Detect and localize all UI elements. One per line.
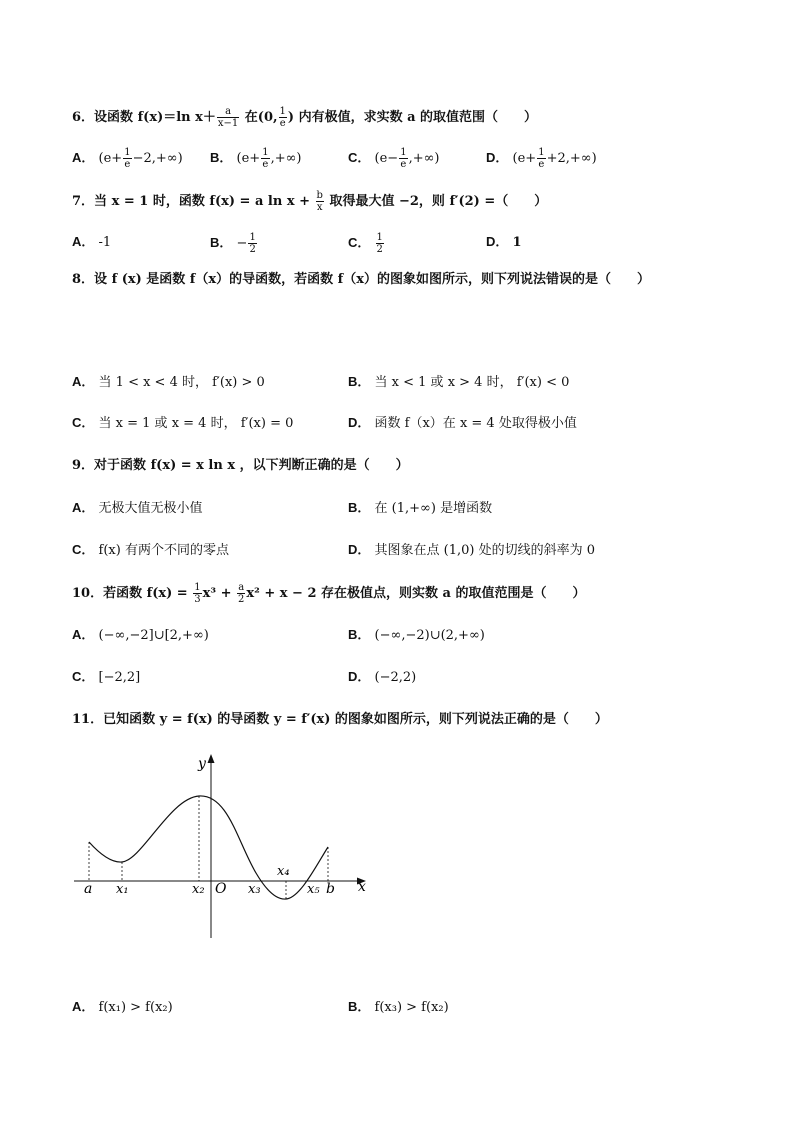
question-6-stem (72, 106, 537, 129)
option-text-post: ,+∞) (408, 151, 440, 166)
q6-option-a[interactable] (72, 147, 183, 170)
q11-option-a[interactable] (72, 997, 173, 1018)
option-fraction (376, 232, 384, 255)
q7-prefix: 当 x = 1 时，函数 f(x) = a ln x + (94, 194, 315, 209)
frac-num: a (238, 582, 245, 593)
q6-suffix: ) 内有极值，求实数 a 的取值范围（ ） (287, 110, 538, 125)
option-text: 无极大值无极小值 (98, 501, 203, 516)
option-label: D． (486, 234, 509, 249)
q6-frac-num: a (217, 106, 239, 118)
option-label: B． (348, 374, 371, 389)
frac-num: 1 (194, 582, 201, 593)
y-label: y (198, 756, 206, 772)
frac-den: e (538, 159, 545, 170)
option-label: B． (348, 627, 371, 642)
option-fraction (399, 147, 407, 170)
q10-fraction-2 (237, 582, 245, 605)
origin-label: O (215, 881, 227, 897)
option-label: A． (72, 999, 95, 1014)
option-text: 当 x < 1 或 x > 4 时， f′(x) < 0 (374, 375, 570, 390)
q10-option-d[interactable] (348, 667, 416, 688)
option-label: C． (72, 542, 95, 557)
q9-option-c[interactable] (72, 540, 229, 561)
q10-option-a[interactable] (72, 625, 209, 646)
x5-label: x₅ (307, 882, 320, 897)
option-text: 当 1 < x < 4 时， f′(x) > 0 (98, 375, 265, 390)
frac-den: 2 (237, 594, 245, 605)
q6-option-c[interactable] (348, 147, 440, 170)
question-9-stem (72, 456, 409, 476)
option-text-pre: − (236, 236, 248, 251)
frac-num: 1 (249, 232, 256, 243)
frac-den: 2 (249, 244, 256, 255)
frac-num: 1 (262, 147, 269, 158)
frac-den: 2 (376, 244, 383, 255)
option-text-pre: (e+ (236, 151, 261, 166)
q10-number: 10． (72, 586, 104, 601)
option-text: f(x₃) > f(x₂) (374, 1000, 449, 1015)
option-label: C． (348, 235, 371, 250)
q11-text: 11．已知函数 y = f(x) 的导函数 y = f′(x) 的图象如图所示，则下列说法正确的是（ ） (72, 712, 608, 727)
q10-option-c[interactable] (72, 667, 140, 688)
q6-frac2-den: e (279, 118, 286, 129)
option-text: f(x₁) > f(x₂) (98, 1000, 173, 1015)
option-text: -1 (98, 235, 112, 250)
frac-den: e (400, 159, 407, 170)
option-label: D． (348, 669, 371, 684)
question-10-stem (72, 582, 586, 605)
x2-label: x₂ (192, 882, 205, 897)
x1-label: x₁ (116, 882, 129, 897)
option-text: 函数 f（x）在 x = 4 处取得极小值 (374, 416, 577, 431)
option-text-post: −2,+∞) (132, 151, 183, 166)
q6-number: 6． (72, 110, 95, 125)
option-text-pre: (e+ (512, 151, 537, 166)
option-text-post: +2,+∞) (546, 151, 597, 166)
q6-option-b[interactable] (210, 147, 302, 170)
frac-den: e (262, 159, 269, 170)
option-label: C． (72, 669, 95, 684)
b-label: b (326, 881, 335, 897)
option-text: (−2,2) (374, 670, 417, 685)
y-axis-arrow (208, 754, 215, 763)
option-label: B． (210, 235, 233, 250)
q8-option-d[interactable] (348, 413, 577, 434)
q7-option-a[interactable] (72, 232, 111, 253)
q10-prefix: 若函数 f(x) = (103, 586, 193, 601)
q7-fraction (316, 190, 324, 213)
option-text: (−∞,−2)∪(2,+∞) (374, 628, 485, 643)
derivative-graph (70, 748, 380, 948)
option-text: 在 (1,+∞) 是增函数 (374, 501, 493, 516)
q10-option-b[interactable] (348, 625, 485, 646)
option-text-pre: (e+ (98, 151, 123, 166)
option-text: 当 x = 1 或 x = 4 时， f′(x) = 0 (98, 416, 294, 431)
x3-label: x₃ (248, 882, 261, 897)
x-label: x (358, 879, 366, 895)
q9-option-b[interactable] (348, 498, 492, 519)
q7-option-b[interactable] (210, 232, 258, 255)
option-fraction (261, 147, 269, 170)
q7-frac-den: x (316, 202, 323, 213)
option-label: C． (72, 415, 95, 430)
q6-option-d[interactable] (486, 147, 597, 170)
frac-num: 1 (376, 232, 383, 243)
option-fraction (248, 232, 256, 255)
frac-num: 1 (538, 147, 545, 158)
option-label: A． (72, 234, 95, 249)
question-11-stem (72, 710, 608, 730)
q8-option-a[interactable] (72, 372, 265, 393)
q7-suffix: 取得最大值 −2，则 f′(2) =（ ） (324, 194, 548, 209)
option-label: A． (72, 150, 95, 165)
question-8-stem (72, 270, 650, 290)
frac-num: 1 (124, 147, 131, 158)
q10-suffix: x² + x − 2 存在极值点，则实数 a 的取值范围是（ ） (246, 586, 586, 601)
option-label: A． (72, 374, 95, 389)
question-7-stem (72, 190, 547, 213)
q6-prefix: 设函数 f(x)＝ln x＋ (94, 110, 216, 125)
option-label: B． (348, 999, 371, 1014)
option-text: 1 (512, 235, 522, 250)
option-text-post: ,+∞) (270, 151, 302, 166)
option-text: (−∞,−2]∪[2,+∞) (98, 628, 209, 643)
q6-frac-den: x−1 (217, 118, 239, 129)
q8-text: 8．设 f (x) 是函数 f（x）的导函数，若函数 f（x）的图象如图所示，则下列说法错误的是（ ） (72, 272, 651, 287)
q9-option-a[interactable] (72, 498, 203, 519)
option-label: B． (348, 500, 371, 515)
q7-number: 7． (72, 194, 95, 209)
option-text: f(x) 有两个不同的零点 (98, 543, 229, 558)
frac-den: 3 (194, 594, 201, 605)
q7-option-c[interactable] (348, 232, 385, 255)
frac-den: e (124, 159, 131, 170)
q7-frac-num: b (316, 190, 323, 201)
option-text: [−2,2] (98, 670, 141, 685)
option-fraction (123, 147, 131, 170)
option-label: D． (486, 150, 509, 165)
q7-option-d[interactable] (486, 232, 522, 253)
option-label: D． (348, 542, 371, 557)
frac-num: 1 (400, 147, 407, 158)
q6-frac2-num: 1 (279, 106, 286, 117)
a-label: a (84, 881, 93, 897)
q11-option-b[interactable] (348, 997, 449, 1018)
q6-fraction-2 (279, 106, 287, 129)
option-label: B． (210, 150, 233, 165)
q8-option-c[interactable] (72, 413, 293, 434)
option-label: C． (348, 150, 371, 165)
q9-option-d[interactable] (348, 540, 595, 561)
option-fraction (537, 147, 545, 170)
option-text: 其图象在点 (1,0) 处的切线的斜率为 0 (374, 543, 596, 558)
q6-mid: 在(0, (240, 110, 278, 125)
q6-fraction (217, 106, 239, 129)
x4-label: x₄ (277, 864, 290, 879)
q10-fraction-1 (193, 582, 201, 605)
q9-text: 9．对于函数 f(x) = x ln x ，以下判断正确的是（ ） (72, 458, 409, 473)
option-text-pre: (e− (374, 151, 399, 166)
option-label: A． (72, 500, 95, 515)
q10-mid: x³ + (202, 586, 236, 601)
option-label: A． (72, 627, 95, 642)
option-label: D． (348, 415, 371, 430)
q8-option-b[interactable] (348, 372, 569, 393)
